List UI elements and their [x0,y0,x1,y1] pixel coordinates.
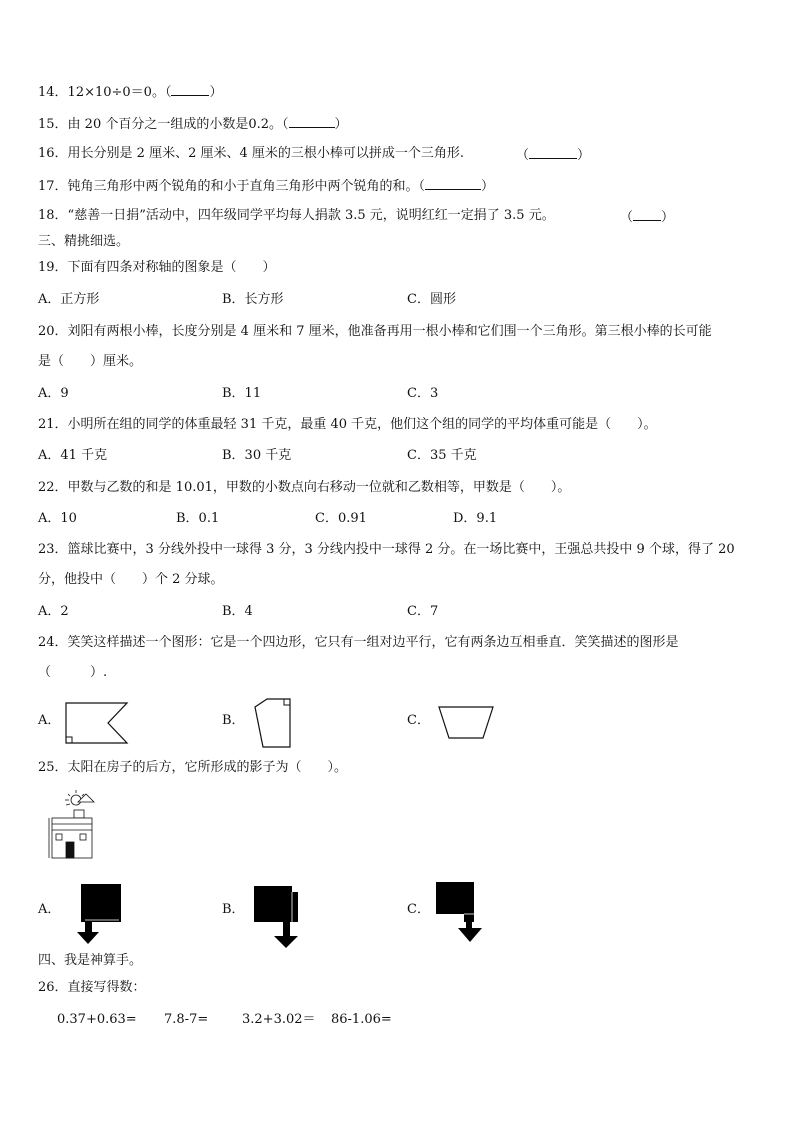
calc-item: 0.37+0.63= [57,1012,137,1027]
shadow-a-image [75,882,123,946]
option-c[interactable]: C． [407,713,430,728]
question-25: 25．太阳在房子的后方，它所形成的影子为（ ）。 [38,760,348,775]
question-23-line2: 分，他投中（ ）个 2 分球。 [38,572,224,587]
paren-close: ） [661,210,675,225]
option-c[interactable]: C． [407,902,430,917]
shadow-b-image [252,884,308,950]
question-18-text: 18．“慈善一日捐”活动中，四年级同学平均每人捐款 3.5 元，说明红红一定捐了 3.5 元。 [38,208,555,223]
section-3-heading: 三、精挑细选。 [38,234,130,249]
question-18-answer [620,208,674,226]
figure-right-trapezoid [253,697,293,749]
option-c[interactable]: C．0.91 [315,511,367,526]
paren-open: （ [516,148,530,163]
figure-right-trapezoid-notched [64,701,130,745]
option-b[interactable]: B．4 [222,604,253,619]
option-c[interactable]: C．7 [407,604,439,619]
answer-blank[interactable] [289,115,335,128]
question-26: 26．直接写得数： [38,980,146,995]
option-b[interactable]: B．0.1 [176,511,220,526]
option-c[interactable]: C．3 [407,386,439,401]
question-14 [38,83,222,101]
option-b[interactable]: B． [222,902,245,917]
house-with-sun-image [46,788,98,860]
question-22: 22．甲数与乙数的和是 10.01，甲数的小数点向右移动一位就和乙数相等，甲数是（ ）。 [38,480,571,495]
answer-blank[interactable] [633,208,661,221]
option-a[interactable]: A． [38,902,61,917]
question-16-answer [516,146,590,164]
question-23-line1: 23．篮球比赛中，3 分线外投中一球得 3 分，3 分线内投中一球得 2 分。在一场比赛中，王强总共投中 9 个球，得了 20 [38,542,735,557]
question-16-text: 16．用长分别是 2 厘米、2 厘米、4 厘米的三根小棒可以拼成一个三角形. [38,146,465,161]
option-c[interactable]: C．圆形 [407,292,456,307]
question-16 [38,146,464,162]
question-17-text: 17．钝角三角形中两个锐角的和小于直角三角形中两个锐角的和。（ [38,179,426,194]
figure-isosceles-trapezoid [437,705,495,741]
option-b[interactable]: B．长方形 [222,292,284,307]
option-a[interactable]: A．10 [38,511,77,526]
section-4-heading: 四、我是神算手。 [38,953,143,968]
option-a[interactable]: A．41 千克 [38,448,108,463]
option-a[interactable]: A．正方形 [38,292,100,307]
question-19: 19．下面有四条对称轴的图象是（ ） [38,260,276,275]
option-b[interactable]: B． [222,713,245,728]
question-14-text: 14．12×10÷0＝0。（ [38,85,172,100]
option-a[interactable]: A．2 [38,604,69,619]
question-21: 21．小明所在组的同学的体重最轻 31 千克，最重 40 千克，他们这个组的同学的平均体重可能是（ ）。 [38,417,657,432]
answer-blank[interactable] [171,83,209,96]
option-d[interactable]: D．9.1 [453,511,498,526]
paren-close: ） [481,179,495,194]
question-17 [38,177,494,195]
answer-blank[interactable] [529,146,577,159]
option-b[interactable]: B．30 千克 [222,448,292,463]
calc-item: 86-1.06= [331,1012,392,1027]
option-a[interactable]: A．9 [38,386,69,401]
question-20-line2: 是（ ）厘米。 [38,354,143,369]
option-c[interactable]: C．35 千克 [407,448,477,463]
paren-close: ） [577,148,591,163]
question-24-line2: （ ）. [38,665,108,680]
question-18 [38,208,555,224]
shadow-c-image [434,880,486,946]
question-24-line1: 24．笑笑这样描述一个图形：它是一个四边形，它只有一组对边平行，它有两条边互相垂直．笑笑描述的图形是 [38,635,679,650]
option-a[interactable]: A． [38,713,61,728]
calc-item: 3.2+3.02＝ [242,1012,316,1027]
question-15 [38,115,348,133]
paren-close: ） [334,117,348,132]
answer-blank[interactable] [425,177,481,190]
paren-close: ） [209,85,223,100]
question-15-text: 15．由 20 个百分之一组成的小数是0.2。（ [38,117,289,132]
paren-open: （ [620,210,634,225]
calc-item: 7.8-7= [164,1012,209,1027]
question-20-line1: 20．刘阳有两根小棒，长度分别是 4 厘米和 7 厘米，他准备再用一根小棒和它们围一个三角形。第三根小棒的长可能 [38,324,712,339]
option-b[interactable]: B．11 [222,386,262,401]
